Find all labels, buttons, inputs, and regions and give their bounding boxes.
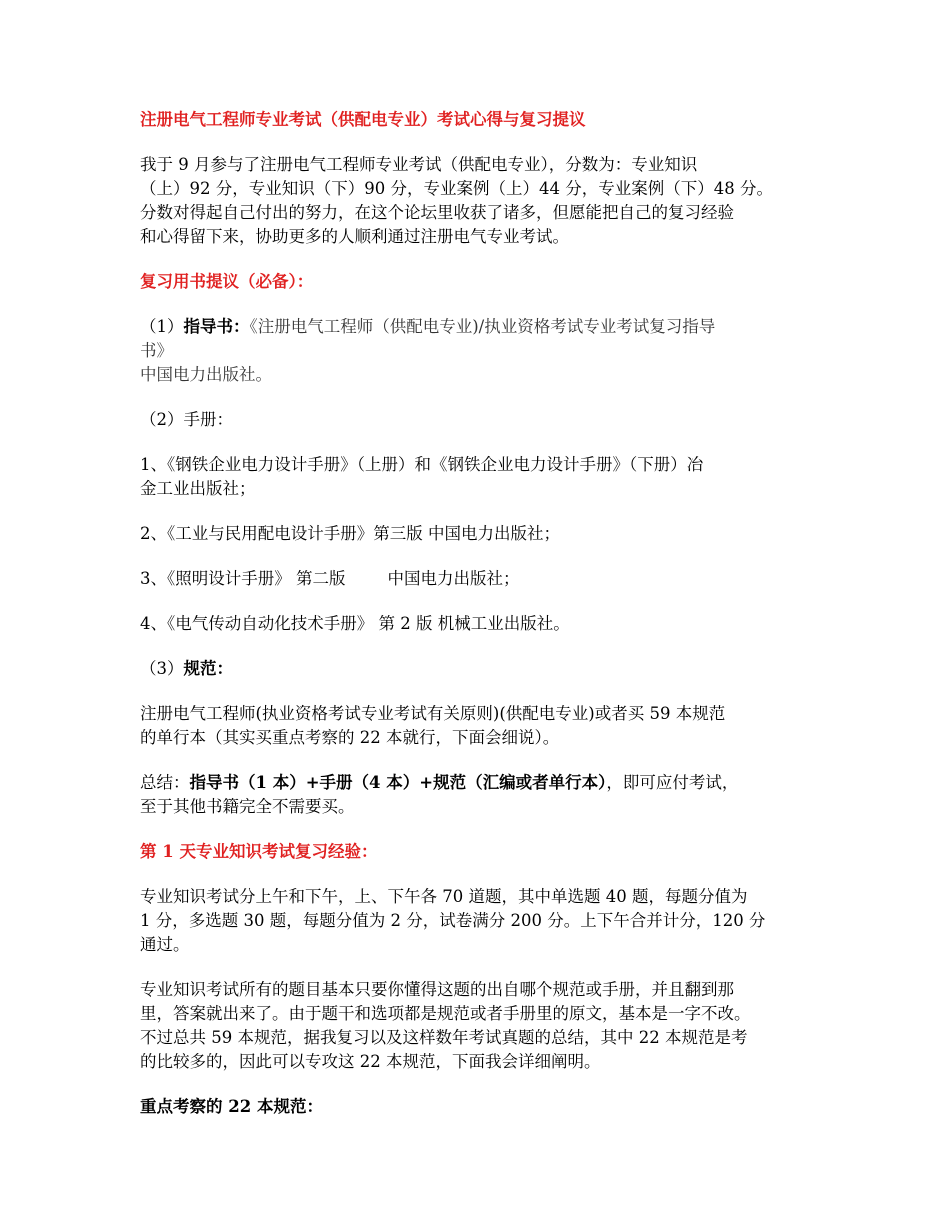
intro-line: 我于 9 月参与了注册电气工程师专业考试（供配电专业），分数为：专业知识 — [140, 155, 698, 174]
day1-line: 的比较多的，因此可以专攻这 22 本规范，下面我会详细阐明。 — [140, 1052, 601, 1071]
day1-line: 不过总共 59 本规范，据我复习以及这样数年考试真题的总结，其中 22 本规范是考 — [140, 1028, 748, 1047]
manual-line: 4、《电气传动自动化技术手册》 第 2 版 机械工业出版社。 — [140, 614, 570, 633]
day1-line: 通过。 — [140, 935, 190, 954]
day1-paragraph-2 — [140, 978, 830, 1074]
guide-book-paragraph — [140, 315, 830, 387]
manual-item — [140, 522, 830, 546]
books-heading: 复习用书提议（必备）： — [140, 272, 314, 291]
spec-paragraph — [140, 702, 830, 750]
day1-heading: 第 1 天专业知识考试复习经验： — [140, 842, 378, 861]
manual-line: 金工业出版社； — [140, 479, 256, 498]
guide-title-cont: 书》 — [140, 341, 173, 360]
guide-line-1 — [140, 315, 830, 339]
spec-label: 规范： — [183, 659, 233, 678]
spec-prefix: （3） — [140, 659, 184, 678]
day1-paragraph-1 — [140, 885, 830, 957]
manual-item — [140, 612, 830, 636]
summary-suffix: ，即可应付考试， — [606, 773, 739, 792]
intro-line: 和心得留下来，协助更多的人顺利通过注册电气专业考试。 — [140, 227, 569, 246]
manual-line: 2、《工业与民用配电设计手册》第三版 中国电力出版社； — [140, 524, 560, 543]
manual-line: 3、《照明设计手册》 第二版 中国电力出版社； — [140, 569, 520, 588]
intro-line: 分数对得起自己付出的努力，在这个论坛里收获了诸多，但愿能把自己的复习经验 — [140, 203, 734, 222]
intro-paragraph — [140, 153, 830, 249]
day1-line: 里，答案就出来了。由于题干和选项都是规范或者手册里的原文，基本是一字不改。 — [140, 1004, 751, 1023]
summary-paragraph — [140, 771, 830, 819]
document-title: 注册电气工程师专业考试（供配电专业）考试心得与复习提议 — [140, 110, 586, 129]
guide-label: 指导书： — [183, 317, 250, 336]
day1-line: 1 分，多选题 30 题，每题分值为 2 分，试卷满分 200 分。上下午合并计分，120 分 — [140, 911, 766, 930]
guide-title: 《注册电气工程师（供配电专业)/执业资格考试专业考试复习指导 — [249, 317, 716, 336]
guide-prefix: （1） — [140, 317, 184, 336]
key-specs-heading: 重点考察的 22 本规范： — [140, 1097, 323, 1116]
summary-line-2: 至于其他书籍完全不需要买。 — [140, 797, 355, 816]
manual-line: 1、《钢铁企业电力设计手册》（上册）和《钢铁企业电力设计手册》（下册）冶 — [140, 455, 704, 474]
summary-bold: 指导书（1 本）+手册（4 本）+规范（汇编或者单行本） — [189, 773, 607, 792]
manual-item — [140, 567, 830, 591]
manual-item — [140, 453, 830, 501]
day1-line: 专业知识考试所有的题目基本只要你懂得这题的出自哪个规范或手册，并且翻到那 — [140, 980, 734, 999]
summary-prefix: 总结： — [140, 773, 190, 792]
guide-publisher: 中国电力出版社。 — [140, 365, 272, 384]
document-page — [140, 108, 830, 1140]
spec-line: 的单行本（其实买重点考察的 22 本就行，下面会细说）。 — [140, 728, 560, 747]
intro-line: （上）92 分，专业知识（下）90 分，专业案例（上）44 分，专业案例（下）48 分。 — [140, 179, 773, 198]
manual-heading: （2）手册： — [140, 410, 233, 429]
summary-line-1 — [140, 771, 830, 795]
spec-heading — [140, 657, 830, 681]
spec-line: 注册电气工程师(执业资格考试专业考试有关原则)(供配电专业)或者买 59 本规范 — [140, 704, 726, 723]
day1-line: 专业知识考试分上午和下午，上、下午各 70 道题，其中单选题 40 题，每题分值为 — [140, 887, 748, 906]
